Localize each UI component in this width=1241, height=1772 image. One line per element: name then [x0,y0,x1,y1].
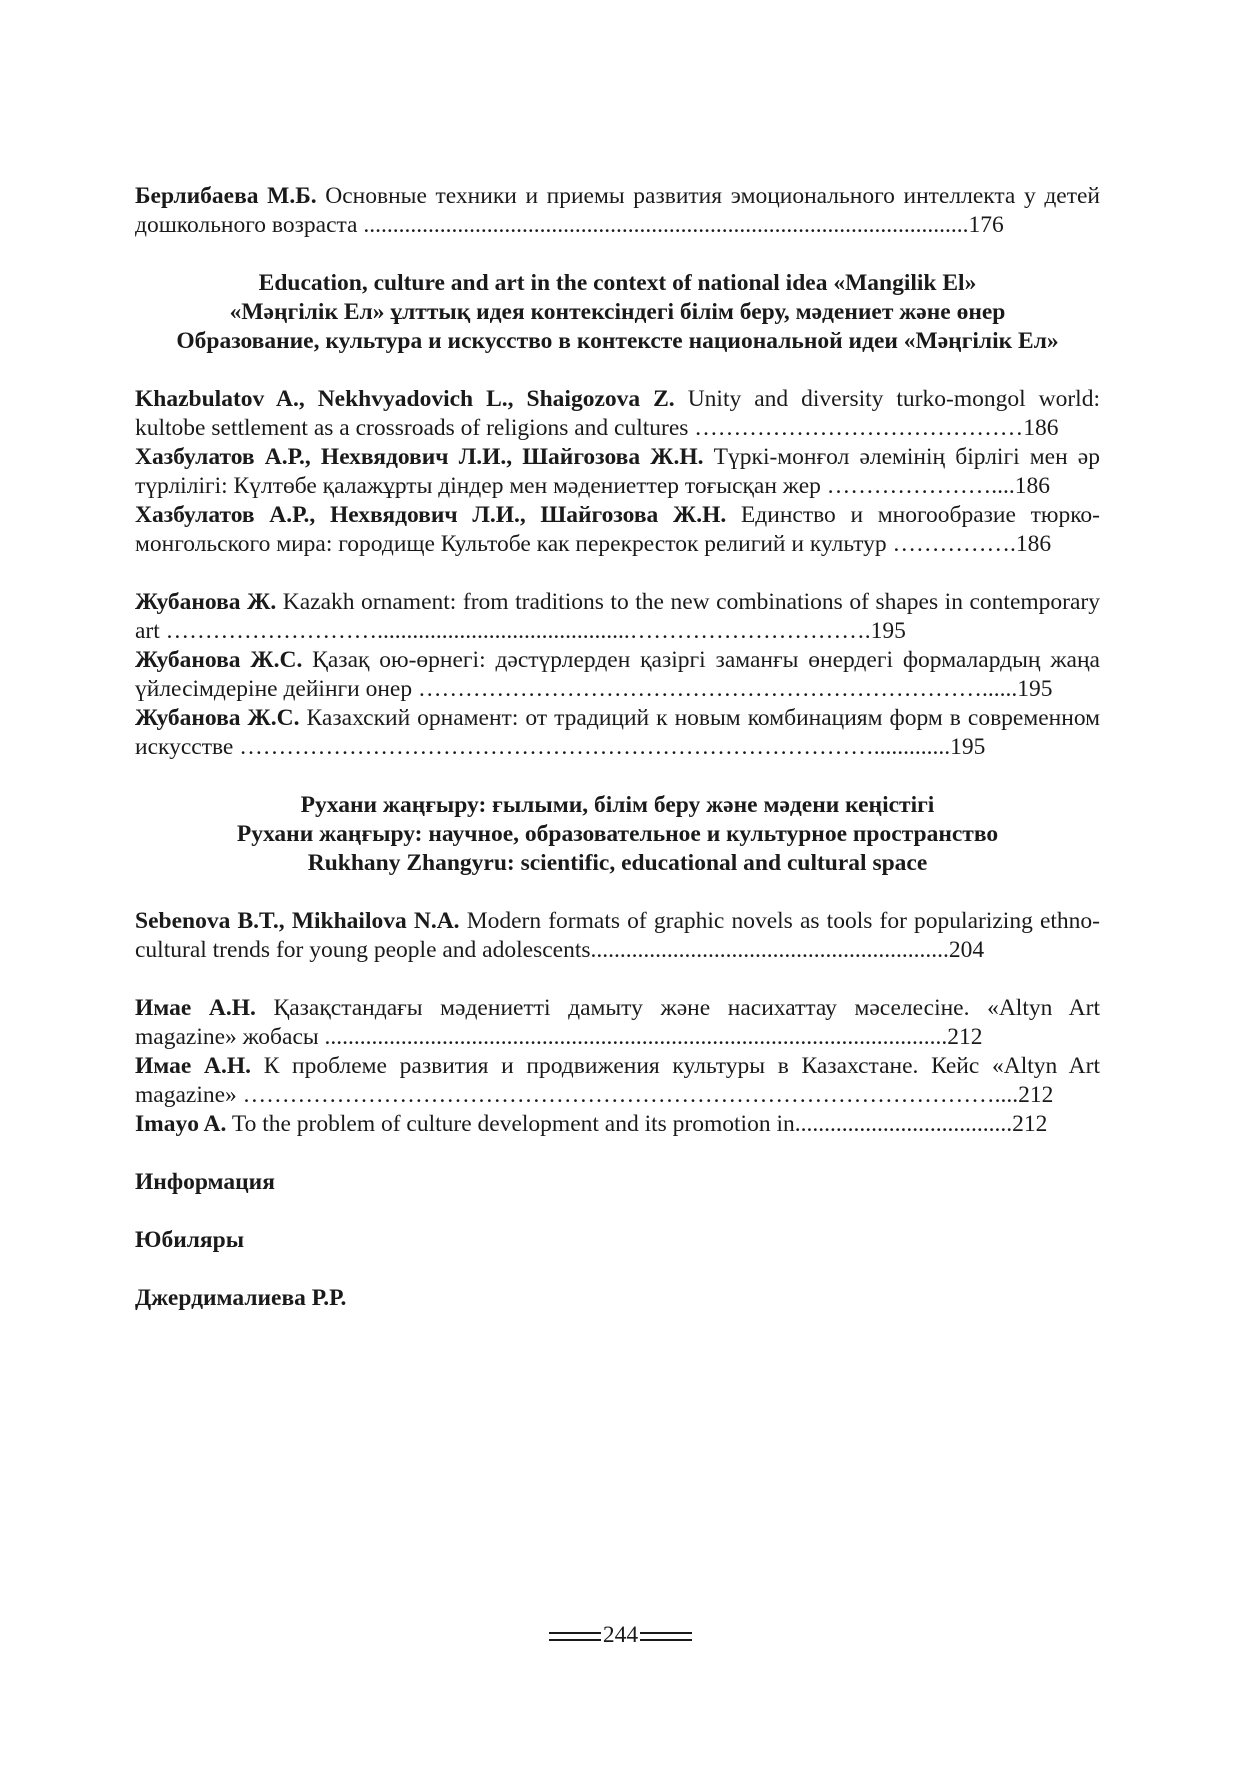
entry-author: Хазбулатов А.Р., Нехвядович Л.И., Шайгозова Ж.Н. [135,502,727,528]
entry-author: Жубанова Ж.С. [135,705,300,731]
entry-title: Қазақ ою-өрнегі: дәстүрлерден қазіргі заманғы өнердегі формалардың жаңа үйлесімдеріне дейінги онер ………………………………………………………………......195 [135,647,1100,702]
page-number: 244 [602,1622,639,1648]
toc-entry [135,588,1100,646]
section-heading: «Мәңгілік Ел» ұлттық идея контексіндегі білім беру, мәдениет және өнер [229,299,1006,325]
toc-entry [135,1052,1100,1110]
toc-entry [135,182,1100,240]
entry-title: Unity and diversity turko-mongol world: kultobe settlement as a crossroads of religions and cultures ……………………………………186 [135,386,1100,441]
toc-standalone-heading: Информация [135,1169,275,1195]
toc-entry [135,443,1100,501]
entry-author: Khazbulatov A., Nekhvyadovich L., Shaigozova Z. [135,386,675,412]
toc-entry [135,385,1100,443]
toc-entry [135,501,1100,559]
entry-title: Түркі-монғол әлемінің бірлігі мен әр түрлілігі: Күлтөбе қалажұрты діндер мен мәдениеттер тоғысқан жер …………………....186 [135,444,1100,499]
toc-entry [135,1110,1100,1139]
section-heading: Рухани жаңғыру: научное, образовательное и культурное пространство [236,821,999,847]
toc-standalone-heading: Джердималиева Р.Р. [135,1285,347,1311]
entry-author: Жубанова Ж.С. [135,647,303,673]
entry-author: Имае А.Н. [135,1053,251,1079]
entry-author: Sebenova B.T., Mikhailova N.A. [135,908,460,934]
table-of-contents [135,182,1100,1313]
section-heading: Рухани жаңғыру: ғылыми, білім беру және мәдени кеңістігі [300,792,935,818]
entry-title: К проблеме развития и продвижения культуры в Казахстане. Кейс «Altyn Art magazine» ……………………………………………………………………………………....212 [135,1053,1100,1108]
toc-entry [135,704,1100,762]
footer-rule-left [549,1632,601,1641]
entry-author: Imayo A. [135,1111,227,1137]
page-footer [0,1621,1241,1650]
entry-author: Хазбулатов А.Р., Нехвядович Л.И., Шайгозова Ж.Н. [135,444,704,470]
entry-title: Единство и многообразие тюрко-монгольского мира: городище Культобе как перекресток религий и культур …………….186 [135,502,1100,557]
entry-author: Жубанова Ж. [135,589,277,615]
section-heading: Образование, культура и искусство в контексте национальной идеи «Мәңгілік Ел» [176,328,1059,354]
section-heading: Education, culture and art in the context of national idea «Mangilik El» [258,270,977,296]
section-heading: Rukhany Zhangyru: scientific, educational and cultural space [307,850,928,876]
entry-title: Қазақстандағы мәдениетті дамыту және насихаттау мәселесіне. «Altyn Art magazine» жобасы ..........................................................................................................212 [135,995,1100,1050]
entry-author: Берлибаева М.Б. [135,183,317,209]
toc-entry [135,907,1100,965]
toc-standalone-heading: Юбиляры [135,1227,245,1253]
entry-title: To the problem of culture development and its promotion in.....................................212 [226,1111,1048,1137]
footer-rule-right [640,1632,692,1641]
entry-title: Основные техники и приемы развития эмоционального интеллекта у детей дошкольного возраста .......................................................................................................176 [135,183,1101,238]
entry-title: Modern formats of graphic novels as tools for popularizing ethno-cultural trends for young people and adolescents.............................................................204 [135,908,1100,963]
toc-entry [135,994,1100,1052]
toc-entry [135,646,1100,704]
entry-title: Казахский орнамент: от традиций к новым комбинациям форм в современном искусстве ……………………………………………………………………….............195 [135,705,1100,760]
entry-author: Имае А.Н. [135,995,256,1021]
entry-title: Kazakh ornament: from traditions to the new combinations of shapes in contemporary art ………………………...........................................………………………….195 [135,589,1100,644]
